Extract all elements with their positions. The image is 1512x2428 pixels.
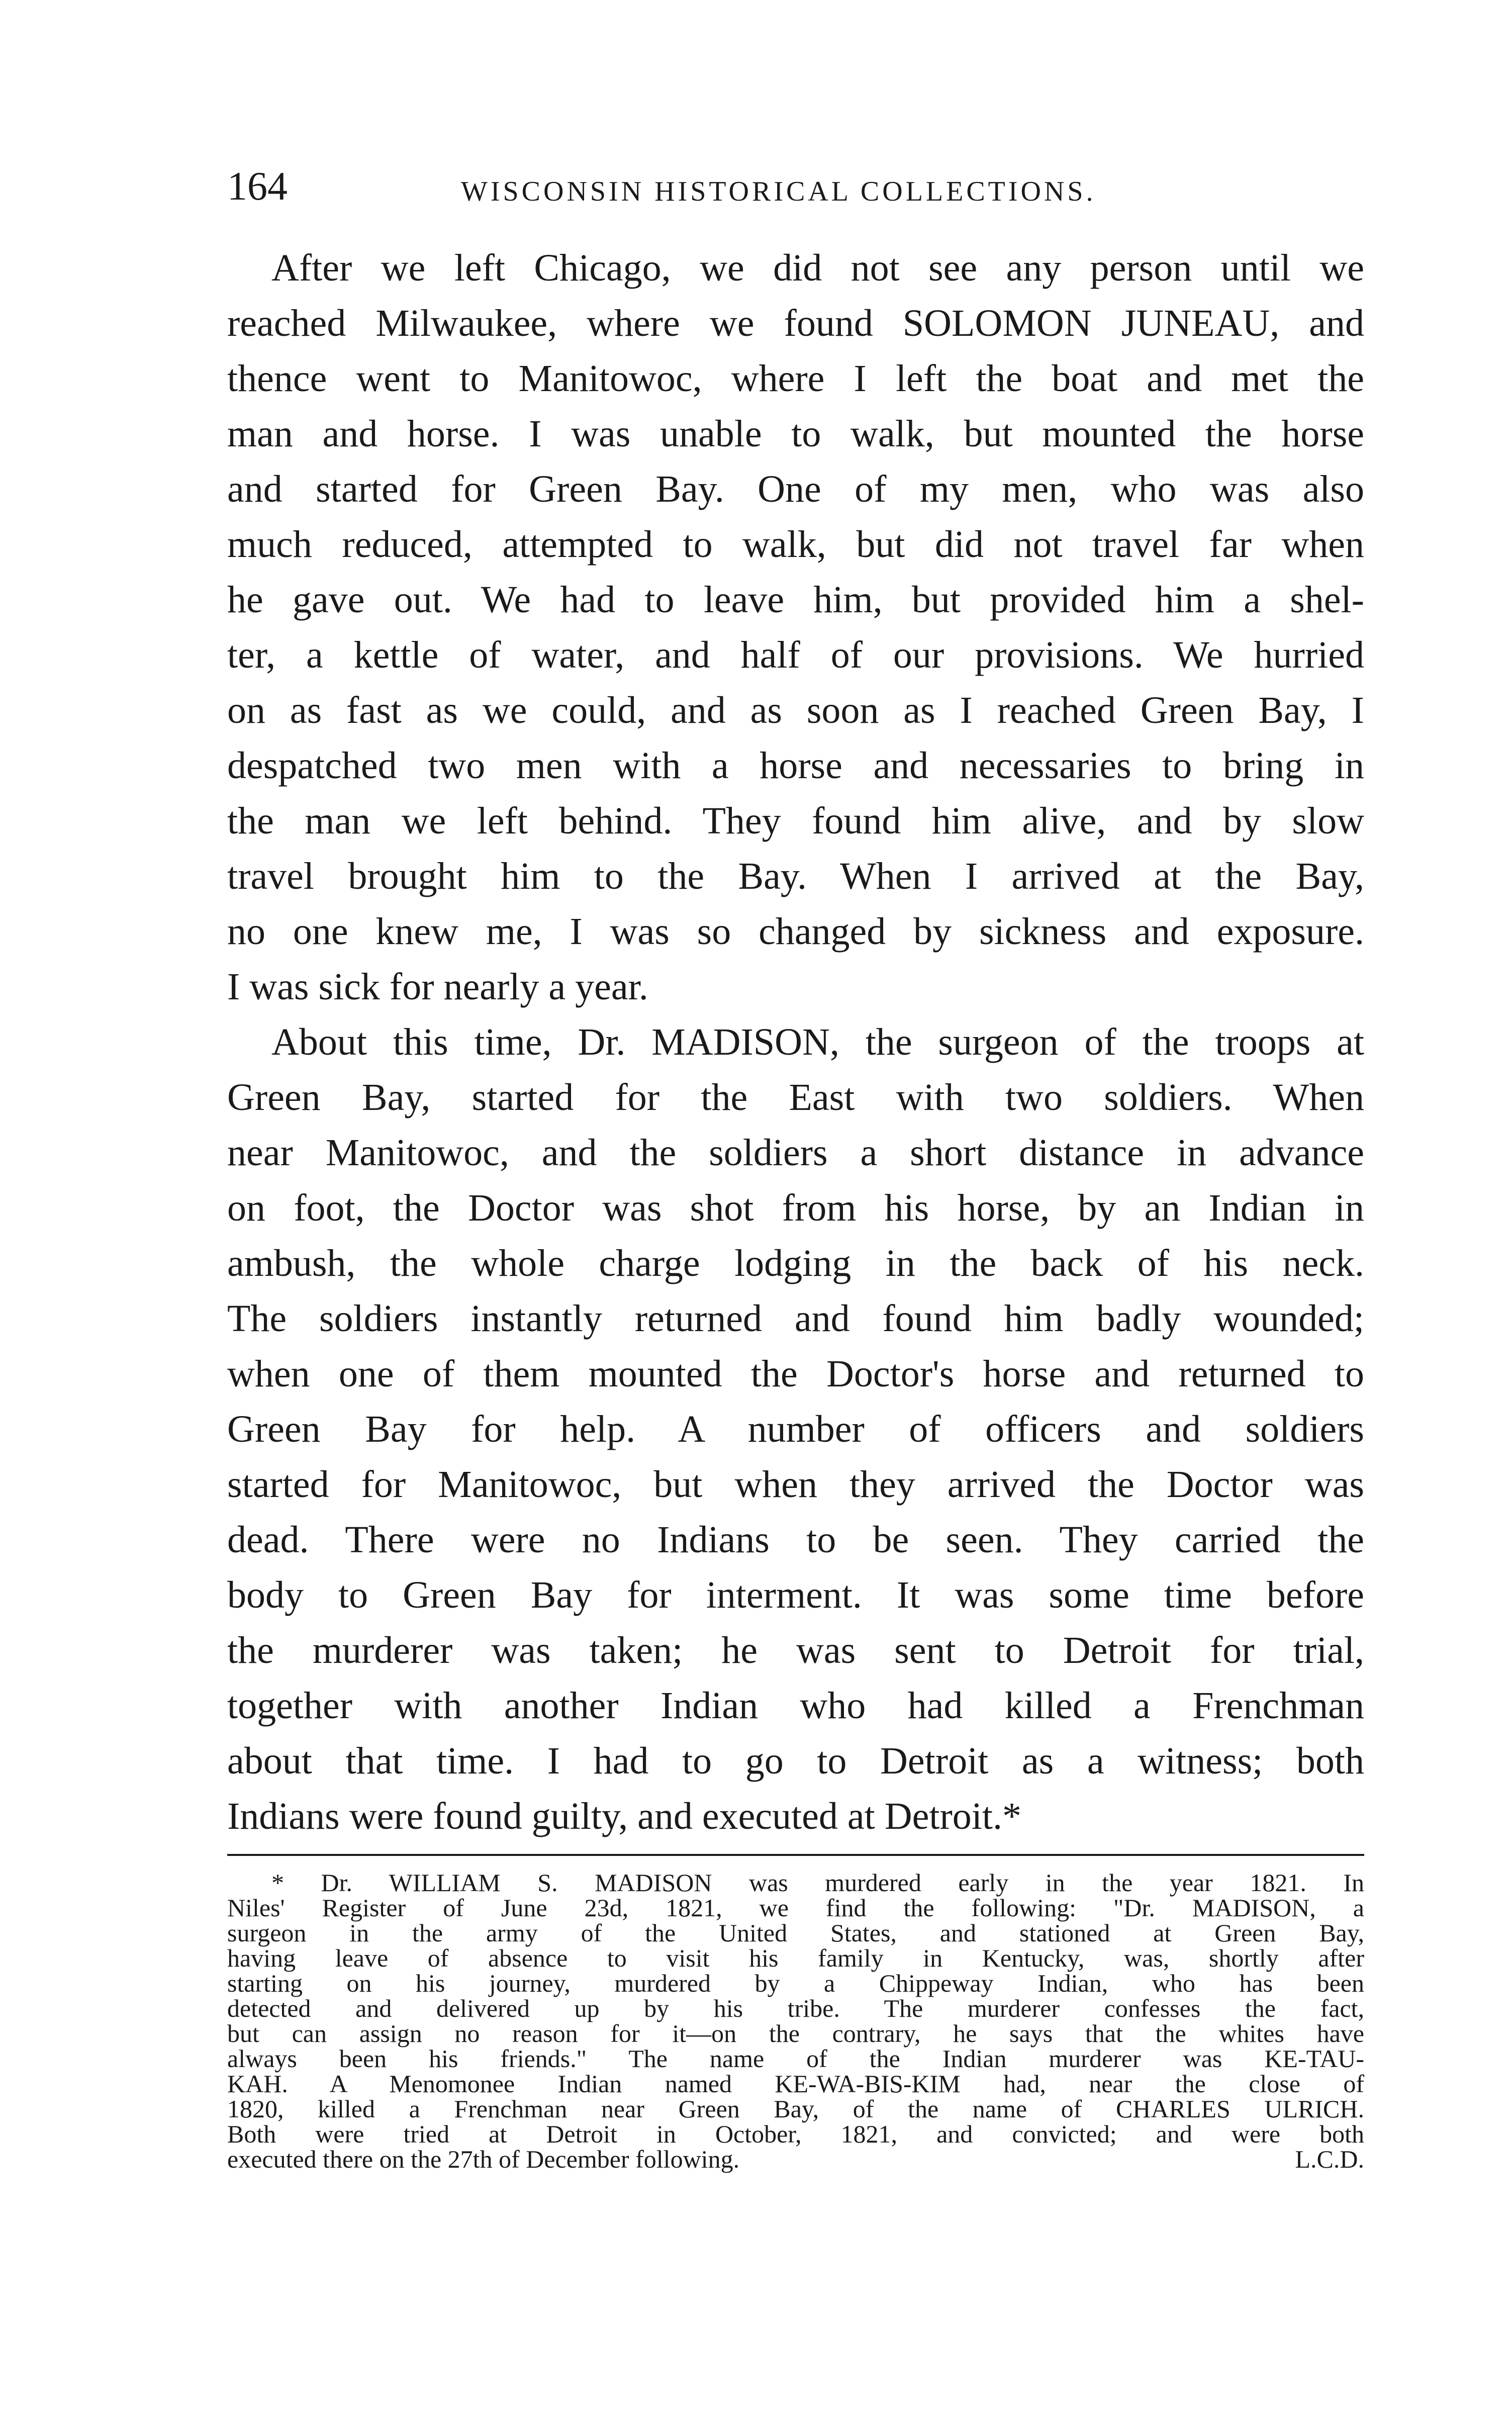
- text-line: about that time. I had to go to Detroit as a witness; both: [227, 1740, 1364, 1782]
- footnote-line: but can assign no reason for it—on the contrary, he says that the whites have: [227, 2019, 1364, 2047]
- text-line: man and horse. I was unable to walk, but mounted the horse: [227, 413, 1364, 455]
- text-line: After we left Chicago, we did not see any person until we: [271, 247, 1364, 289]
- text-line: the murderer was taken; he was sent to Detroit for trial,: [227, 1629, 1364, 1671]
- text-line: ter, a kettle of water, and half of our provisions. We hurried: [227, 634, 1364, 676]
- text-line: much reduced, attempted to walk, but did not travel far when: [227, 523, 1364, 566]
- text-line: Green Bay, started for the East with two soldiers. When: [227, 1076, 1364, 1118]
- footnote-line: executed there on the 27th of December following.: [227, 2145, 740, 2173]
- footnote-line: having leave of absence to visit his family in Kentucky, was, shortly after: [227, 1944, 1364, 1972]
- body-text: [227, 240, 1364, 1844]
- text-line: body to Green Bay for interment. It was some time before: [227, 1574, 1364, 1616]
- text-line: Indians were found guilty, and executed at Detroit.*: [227, 1795, 1022, 1837]
- text-line: The soldiers instantly returned and found him badly wounded;: [227, 1297, 1364, 1340]
- text-line: started for Manitowoc, but when they arrived the Doctor was: [227, 1463, 1364, 1506]
- footnote-signature: L.C.D.: [1295, 2145, 1364, 2173]
- text-line: ambush, the whole charge lodging in the back of his neck.: [227, 1242, 1364, 1284]
- footnote-line: starting on his journey, murdered by a Chippeway Indian, who has been: [227, 1969, 1364, 1997]
- footnote-last-line: [227, 2146, 1364, 2172]
- footnote-line: 1820, killed a Frenchman near Green Bay, of the name of CHARLES ULRICH.: [227, 2095, 1364, 2123]
- footnote-rule: [227, 1854, 1364, 1856]
- text-line: travel brought him to the Bay. When I arrived at the Bay,: [227, 855, 1364, 897]
- footnote-line: Both were tried at Detroit in October, 1821, and convicted; and were both: [227, 2120, 1364, 2148]
- footnote-line: always been his friends." The name of the Indian murderer was KE-TAU-: [227, 2044, 1364, 2073]
- footnote: [227, 1870, 1364, 2172]
- page-number: 164: [227, 164, 288, 209]
- text-line: no one knew me, I was so changed by sickness and exposure.: [227, 910, 1364, 953]
- text-line: the man we left behind. They found him alive, and by slow: [227, 800, 1364, 842]
- footnote-line: KAH. A Menomonee Indian named KE-WA-BIS-KIM had, near the close of: [227, 2070, 1364, 2098]
- text-line: together with another Indian who had killed a Frenchman: [227, 1685, 1364, 1727]
- text-line: Green Bay for help. A number of officers and soldiers: [227, 1408, 1364, 1450]
- text-line: near Manitowoc, and the soldiers a short distance in advance: [227, 1132, 1364, 1174]
- text-line: despatched two men with a horse and necessaries to bring in: [227, 744, 1364, 787]
- footnote-line: surgeon in the army of the United States, and stationed at Green Bay,: [227, 1919, 1364, 1947]
- text-line: thence went to Manitowoc, where I left the boat and met the: [227, 357, 1364, 400]
- text-line: I was sick for nearly a year.: [227, 966, 648, 1008]
- text-line: on foot, the Doctor was shot from his horse, by an Indian in: [227, 1187, 1364, 1229]
- page-header: [227, 159, 1364, 214]
- footnote-line: detected and delivered up by his tribe. The murderer confesses the fact,: [227, 1994, 1364, 2022]
- text-line: and started for Green Bay. One of my men, who was also: [227, 468, 1364, 510]
- text-line: reached Milwaukee, where we found SOLOMON JUNEAU, and: [227, 302, 1364, 344]
- running-head: WISCONSIN HISTORICAL COLLECTIONS.: [461, 176, 1096, 207]
- footnote-line: Niles' Register of June 23d, 1821, we find the following: "Dr. MADISON, a: [227, 1894, 1364, 1922]
- text-line: he gave out. We had to leave him, but provided him a shel-: [227, 579, 1364, 621]
- text-line: About this time, Dr. MADISON, the surgeon of the troops at: [271, 1021, 1364, 1063]
- text-line: when one of them mounted the Doctor's horse and returned to: [227, 1353, 1364, 1395]
- text-line: on as fast as we could, and as soon as I reached Green Bay, I: [227, 689, 1364, 731]
- text-line: dead. There were no Indians to be seen. They carried the: [227, 1519, 1364, 1561]
- footnote-line: * Dr. WILLIAM S. MADISON was murdered early in the year 1821. In: [271, 1869, 1364, 1897]
